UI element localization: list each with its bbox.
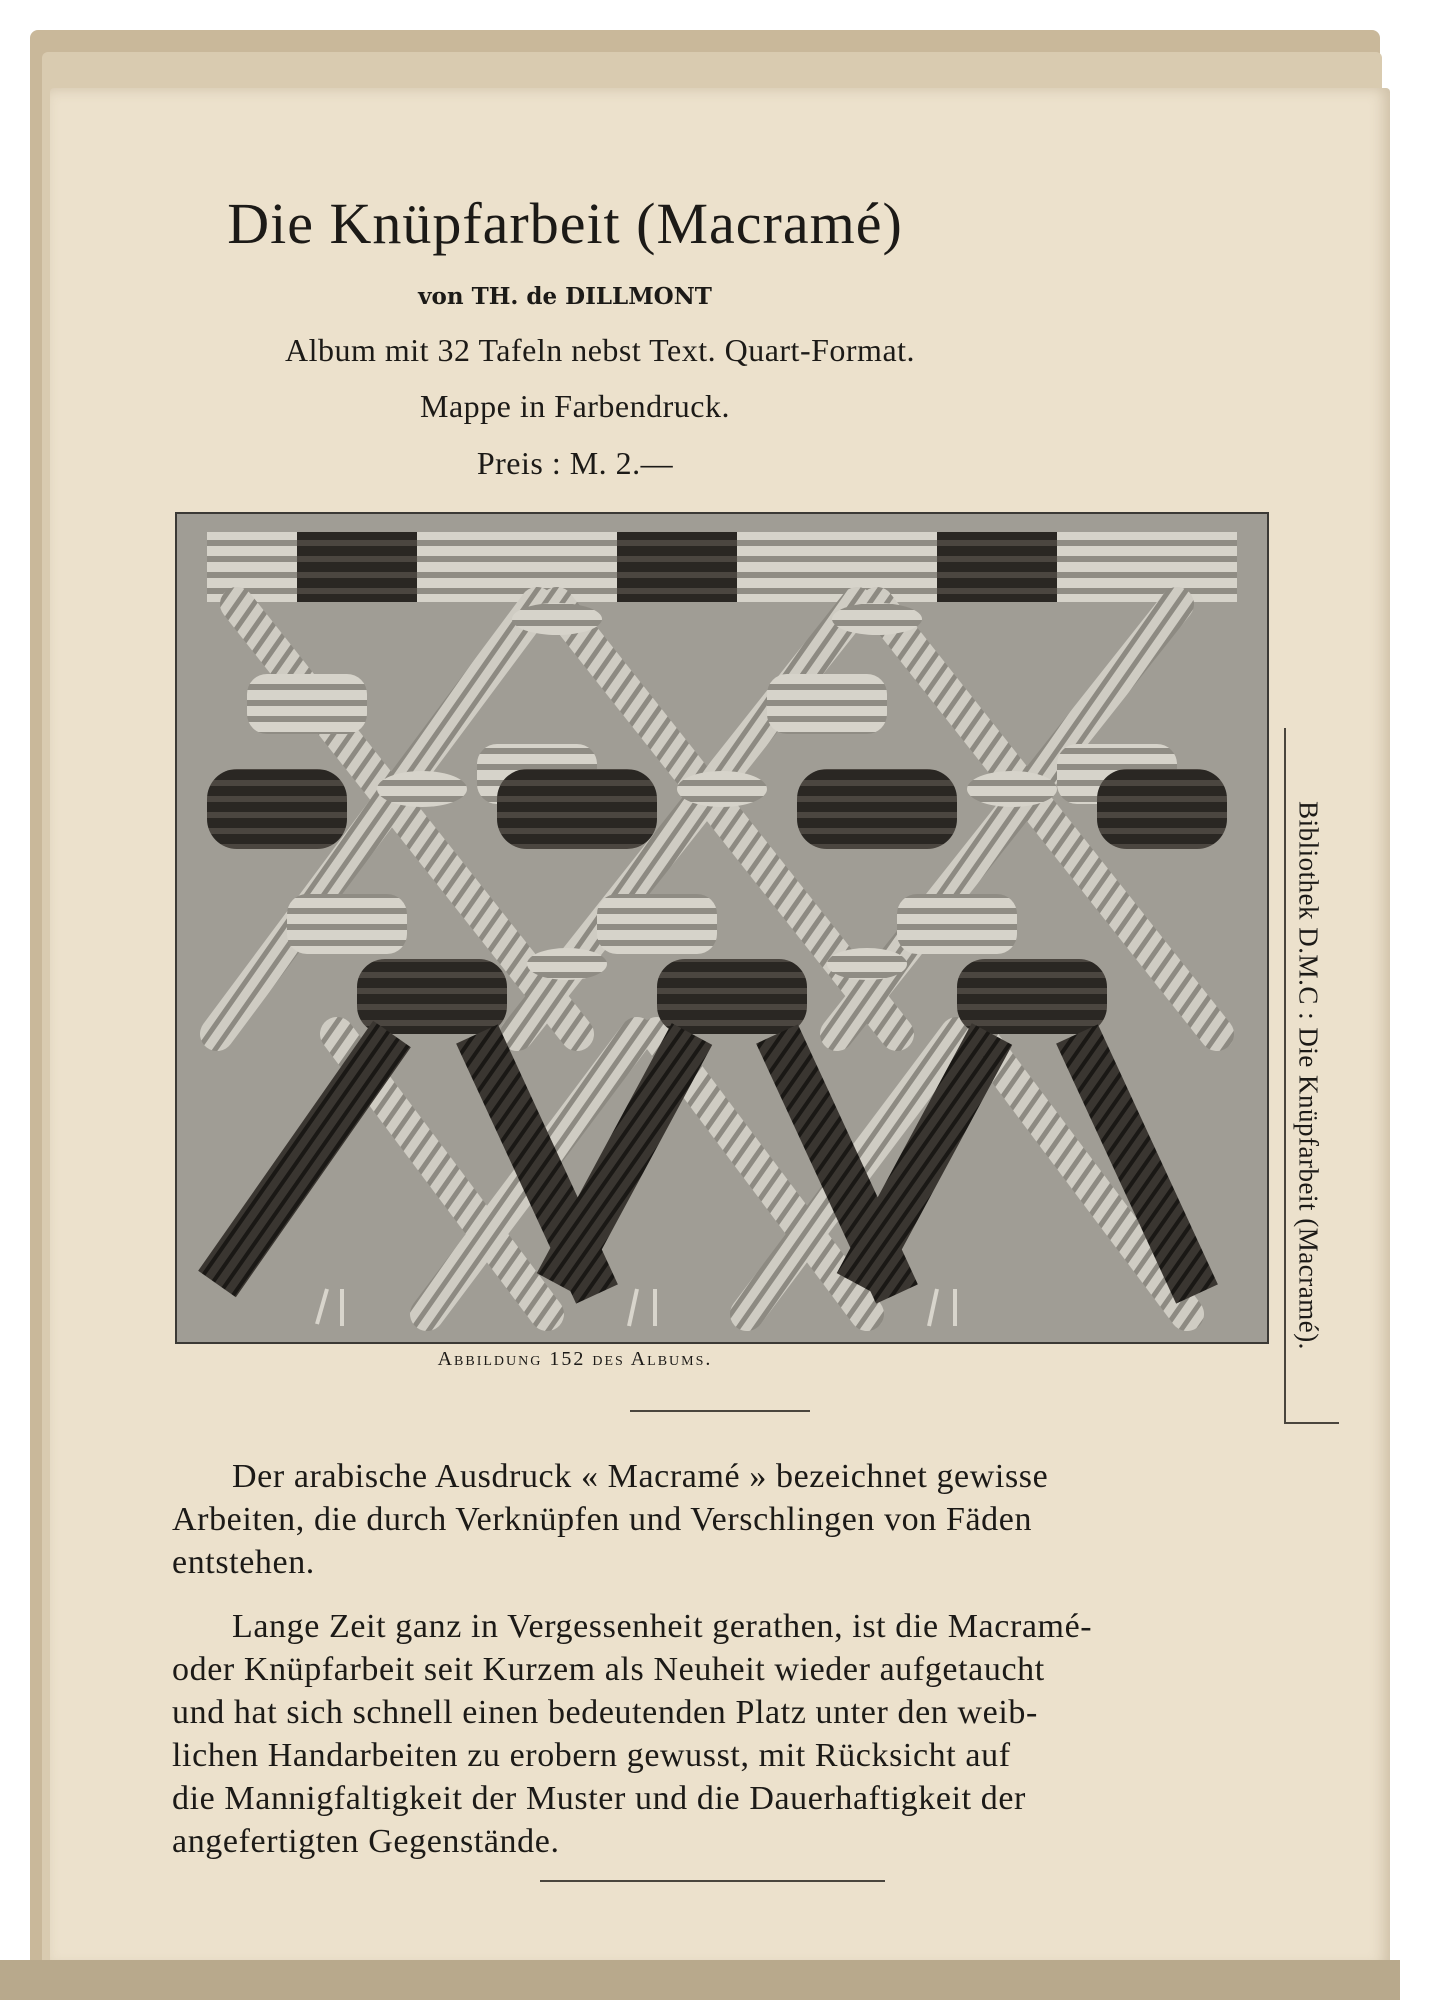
author-line: von TH. de DILLMONT [418,283,712,310]
book-binding-edge [0,1960,1400,2000]
macrame-illustration [175,512,1269,1344]
figure-caption: Abbildung 152 des Albums. [437,1348,713,1370]
text-line: Lange Zeit ganz in Vergessenheit gerathen, ist die Macramé- [232,1608,1093,1645]
album-description: Album mit 32 Tafeln nebst Text. Quart-Format. [284,332,916,368]
text-line: lichen Handarbeiten zu erobern gewusst, mit Rücksicht auf [172,1737,1011,1774]
macrame-pattern-image [177,514,1267,1342]
bottom-divider-rule [540,1880,885,1882]
spine-rule [1284,728,1286,1423]
body-paragraph-2 [172,1605,1262,1863]
text-line: angefertigten Gegenstände. [172,1823,560,1860]
divider-rule [630,1410,810,1412]
price-line: Preis : M. 2.— [476,445,674,481]
text-line: die Mannigfaltigkeit der Muster und die Dauerhaftigkeit der [172,1780,1026,1817]
text-line: und hat sich schnell einen bedeutenden Platz unter den weib- [172,1694,1038,1731]
text-line: entstehen. [172,1544,315,1581]
text-line: Arbeiten, die durch Verknüpfen und Verschlingen von Fäden [172,1501,1033,1538]
text-line: Der arabische Ausdruck « Macramé » bezeichnet gewisse [232,1458,1049,1495]
running-title-vertical: Bibliothek D.M.C : Die Knüpfarbeit (Macramé). [1293,801,1324,1350]
text-line: oder Knüpfarbeit seit Kurzem als Neuheit wieder aufgetaucht [172,1651,1045,1688]
binding-description: Mappe in Farbendruck. [420,388,730,424]
body-paragraph-1 [172,1455,1262,1584]
page-title: Die Knüpfarbeit (Macramé) [227,191,903,256]
spine-rule-end [1284,1422,1339,1424]
